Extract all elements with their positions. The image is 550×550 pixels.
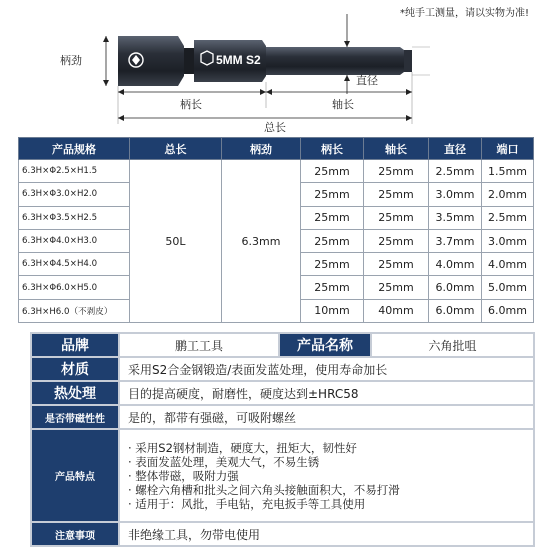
header-diameter: 直径 [429, 138, 482, 160]
cell-diameter: 3.7mm [429, 229, 482, 252]
cell-model: 6.3H×Φ4.0×H3.0 [19, 229, 130, 252]
product-name-value: 六角批咀 [371, 333, 534, 357]
cell-model: 6.3H×Φ4.5×H4.0 [19, 253, 130, 276]
cell-port: 2.5mm [482, 206, 534, 229]
cell-shank: 6.3mm [222, 160, 301, 323]
cell-port: 3.0mm [482, 229, 534, 252]
cell-shaft: 25mm [364, 183, 429, 206]
header-shaft-length: 轴长 [364, 138, 429, 160]
notice-label: 注意事项 [31, 522, 119, 546]
features-list [119, 429, 534, 522]
diameter-label: 直径 [356, 74, 378, 87]
cell-diameter: 4.0mm [429, 253, 482, 276]
notice-value: 非绝缘工具，勿带电使用 [119, 522, 534, 546]
info-row-brand [31, 333, 534, 357]
bit-tip [404, 50, 412, 72]
bit-shank [118, 36, 184, 86]
spec-table [18, 137, 534, 323]
cell-port: 5.0mm [482, 276, 534, 299]
magnetic-value: 是的，都带有强磁，可吸附螺丝 [119, 405, 534, 429]
material-label: 材质 [31, 357, 119, 381]
cell-handle: 25mm [301, 206, 364, 229]
cell-shaft: 25mm [364, 160, 429, 183]
brand-label: 品牌 [31, 333, 119, 357]
bit-groove [184, 48, 194, 74]
list-item: · 适用于：风批，手电钻，充电扳手等工具使用 [128, 496, 366, 511]
list-item: · 表面发蓝处理，美观大气，不易生锈 [128, 454, 320, 469]
cell-diameter: 3.5mm [429, 206, 482, 229]
cell-shaft: 25mm [364, 276, 429, 299]
header-shank: 柄劲 [222, 138, 301, 160]
magnetic-label: 是否带磁性性 [31, 405, 119, 429]
product-name-label: 产品名称 [279, 333, 371, 357]
table-row [19, 160, 534, 183]
header-model: 产品规格 [19, 138, 130, 160]
cell-handle: 25mm [301, 276, 364, 299]
cell-shaft: 25mm [364, 206, 429, 229]
cell-diameter: 6.0mm [429, 299, 482, 322]
info-row-material [31, 357, 534, 381]
cell-shaft: 25mm [364, 229, 429, 252]
cell-model: 6.3H×Φ3.0×H2.0 [19, 183, 130, 206]
cell-diameter: 3.0mm [429, 183, 482, 206]
cell-total-length: 50L [130, 160, 222, 323]
bit-marking: 5MM S2 [216, 53, 261, 67]
cell-diameter: 2.5mm [429, 160, 482, 183]
cell-handle: 25mm [301, 160, 364, 183]
info-row-heat [31, 381, 534, 405]
cell-port: 6.0mm [482, 299, 534, 322]
info-row-magnetic [31, 405, 534, 429]
heat-treatment-label: 热处理 [31, 381, 119, 405]
cell-diameter: 6.0mm [429, 276, 482, 299]
heat-treatment-value: 目的提高硬度，耐磨性，硬度达到±HRC58 [119, 381, 534, 405]
cell-handle: 25mm [301, 183, 364, 206]
cell-model: 6.3H×H6.0（不剥皮） [19, 299, 130, 322]
header-handle-length: 柄长 [301, 138, 364, 160]
info-row-features [31, 429, 534, 522]
cell-shaft: 25mm [364, 253, 429, 276]
list-item: · 采用S2钢材制造，硬度大，扭矩大，韧性好 [128, 440, 357, 455]
info-table [30, 332, 535, 547]
header-total-length: 总长 [130, 138, 222, 160]
shank-label: 柄劲 [60, 54, 82, 67]
features-label: 产品特点 [31, 429, 119, 522]
bit-diagram [0, 0, 550, 138]
measurement-note: *纯手工测量，请以实物为准! [400, 8, 530, 19]
list-item: · 整体带磁，吸附力强 [128, 468, 239, 483]
cell-shaft: 40mm [364, 299, 429, 322]
cell-port: 4.0mm [482, 253, 534, 276]
cell-model: 6.3H×Φ3.5×H2.5 [19, 206, 130, 229]
brand-value: 鹏工工具 [119, 333, 279, 357]
cell-port: 2.0mm [482, 183, 534, 206]
total-length-label: 总长 [264, 121, 286, 134]
list-item: · 螺栓六角槽和批头之间六角头接触面积大，不易打滑 [128, 482, 400, 497]
spec-header-row [19, 138, 534, 160]
header-port: 端口 [482, 138, 534, 160]
cell-model: 6.3H×Φ2.5×H1.5 [19, 160, 130, 183]
cell-handle: 25mm [301, 229, 364, 252]
bit-shaft [266, 47, 404, 75]
cell-handle: 10mm [301, 299, 364, 322]
material-value: 采用S2合金钢锻造/表面发蓝处理，使用寿命加长 [119, 357, 534, 381]
info-row-notice [31, 522, 534, 546]
cell-handle: 25mm [301, 253, 364, 276]
cell-port: 1.5mm [482, 160, 534, 183]
handle-length-label: 柄长 [180, 98, 202, 111]
cell-model: 6.3H×Φ6.0×H5.0 [19, 276, 130, 299]
shaft-length-label: 轴长 [332, 98, 354, 111]
